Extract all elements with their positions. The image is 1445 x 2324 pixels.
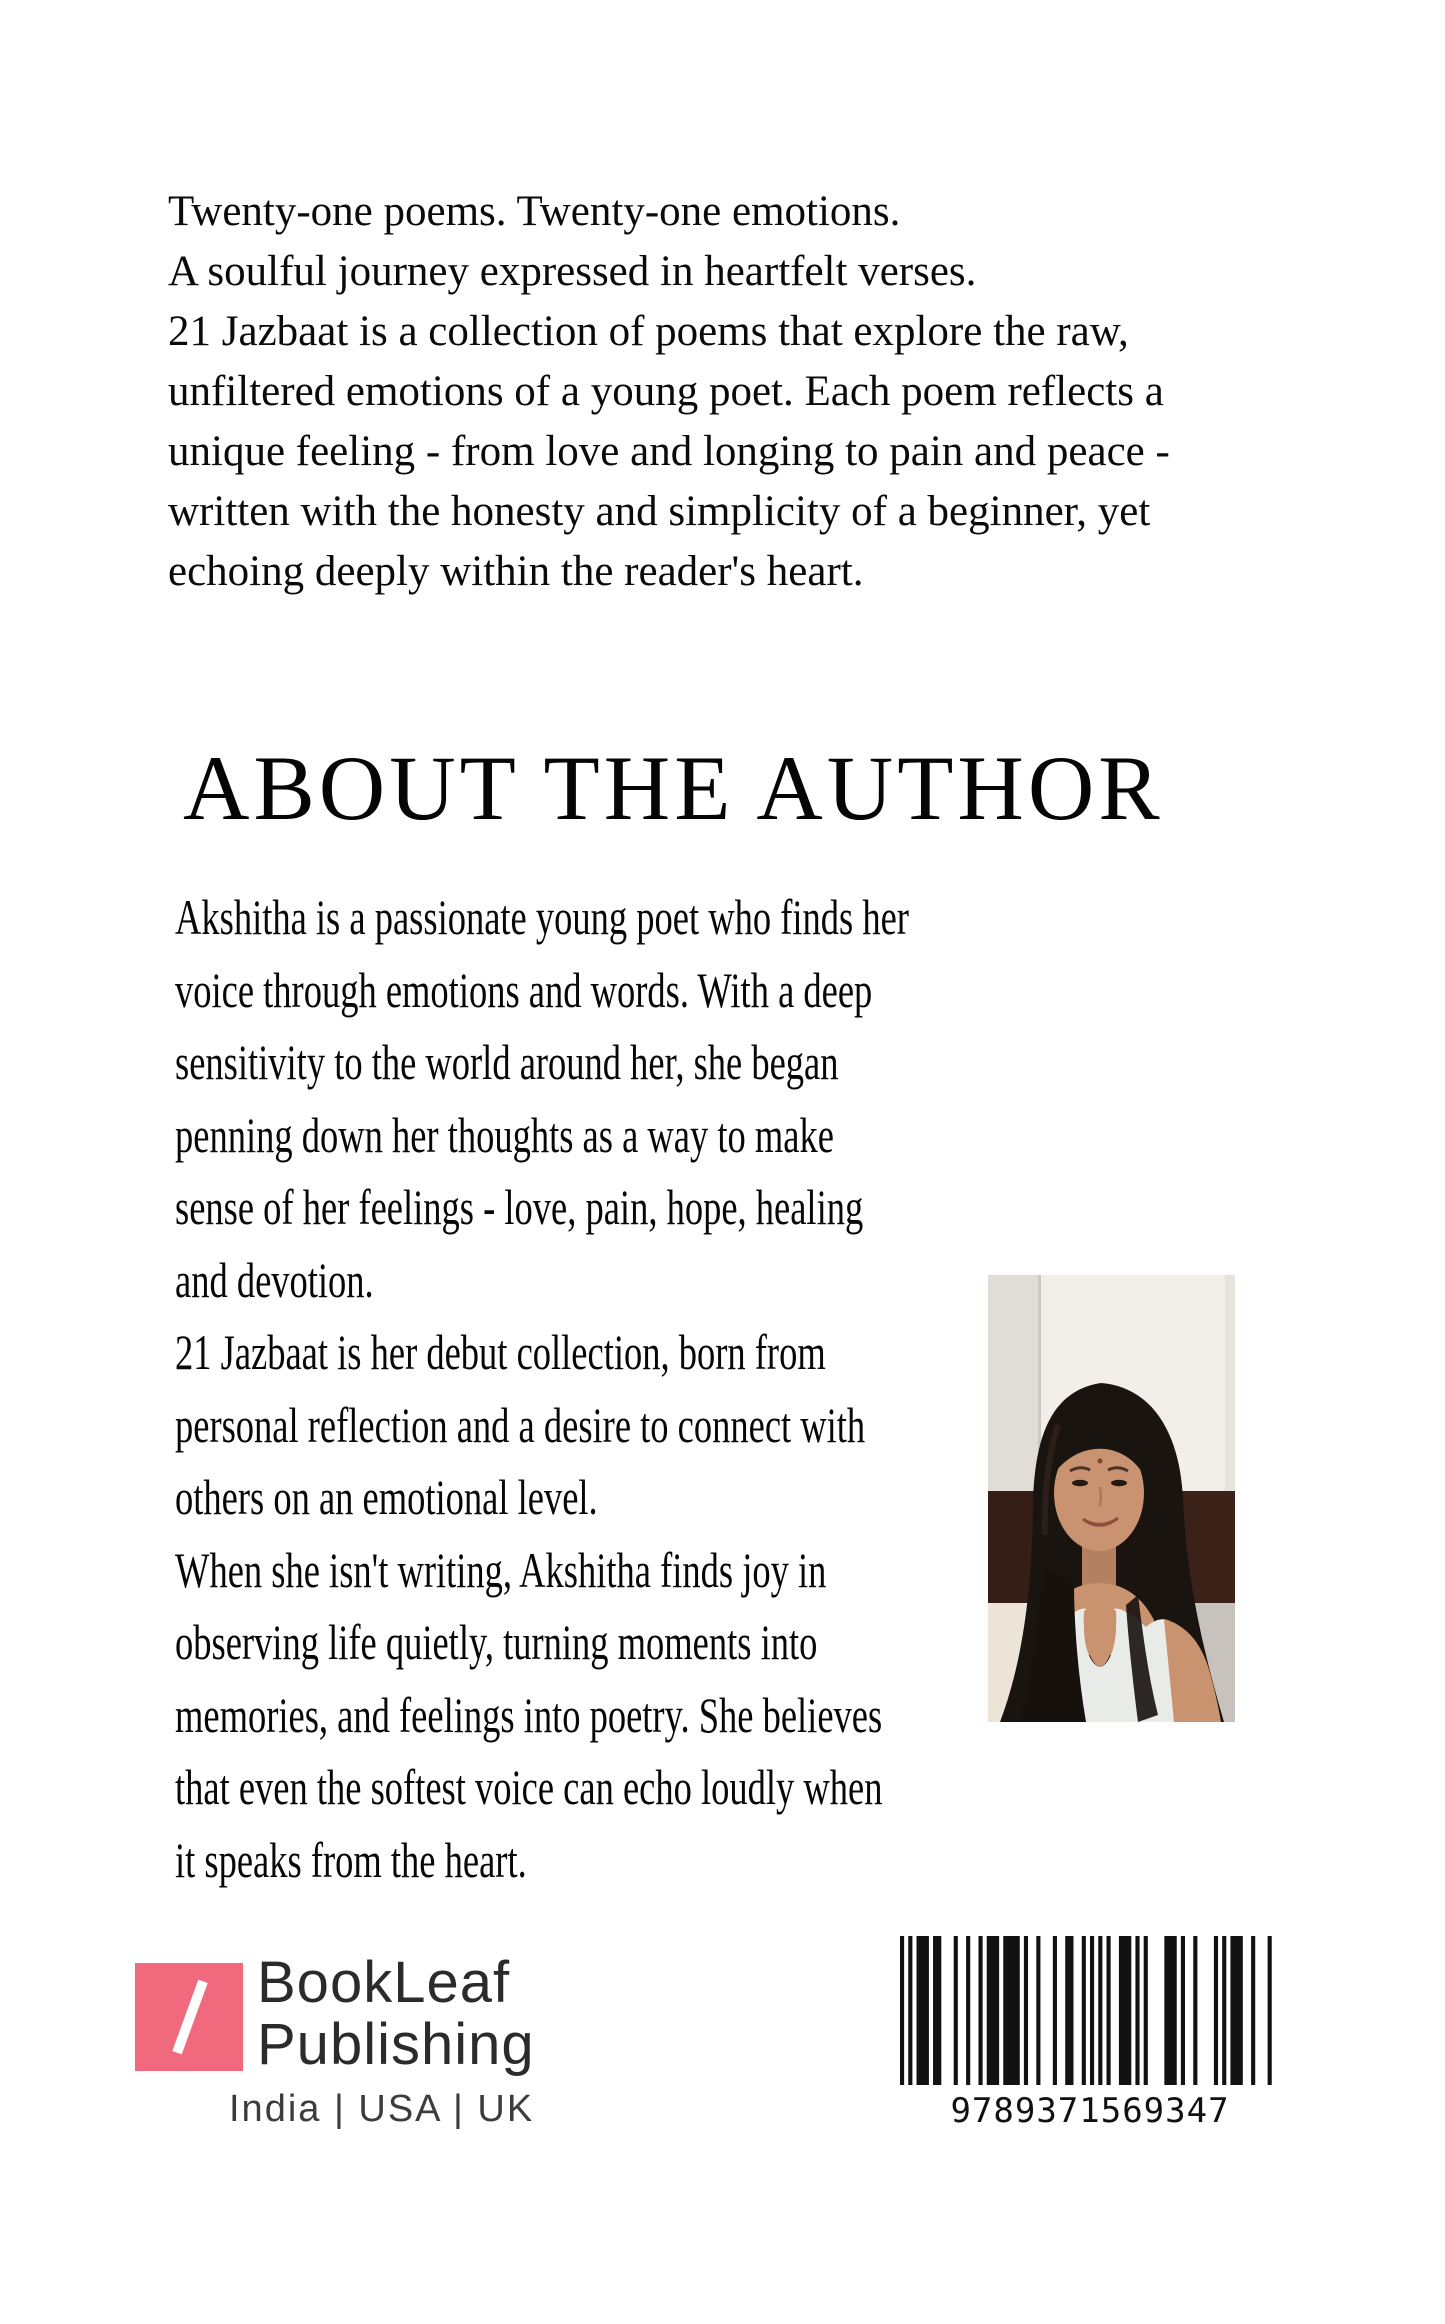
intro-line: A soulful journey expressed in heartfelt verses. <box>168 248 977 295</box>
bio-line: it speaks from the heart. <box>175 1831 527 1888</box>
bio-line: 21 Jazbaat is her debut collection, born from <box>175 1324 826 1380</box>
bio-line: memories, and feelings into poetry. She believes <box>175 1686 883 1743</box>
bio-line: sensitivity to the world around her, she began <box>175 1034 839 1090</box>
bio-line: that even the softest voice can echo loudly when <box>175 1759 883 1815</box>
intro-line: 21 Jazbaat is a collection of poems that explore the raw, <box>168 308 1129 355</box>
publisher-name <box>257 1952 535 2076</box>
intro-line: Twenty-one poems. Twenty-one emotions. <box>168 188 901 235</box>
publisher-name-line2: Publishing <box>257 2012 535 2077</box>
publisher-regions: India | USA | UK <box>229 2088 535 2130</box>
author-bio-paragraph <box>175 881 909 1896</box>
bio-line: sense of her feelings - love, pain, hope, healing <box>175 1179 864 1235</box>
bio-line: observing life quietly, turning moments into <box>175 1614 818 1670</box>
slash-icon <box>172 1980 207 2055</box>
publisher-logo-mark <box>135 1963 243 2071</box>
intro-line: echoing deeply within the reader's heart. <box>168 548 864 595</box>
intro-line: unique feeling - from love and longing to pain and peace - <box>168 428 1170 475</box>
about-the-author-heading: ABOUT THE AUTHOR <box>183 737 1164 839</box>
barcode <box>900 1936 1280 2131</box>
bio-line: When she isn't writing, Akshitha finds joy in <box>175 1541 827 1598</box>
barcode-number: 9789371569347 <box>950 2091 1230 2131</box>
barcode-bars <box>900 1936 1280 2085</box>
bio-line: Akshitha is a passionate young poet who finds her <box>175 889 909 945</box>
intro-line: written with the honesty and simplicity of a beginner, yet <box>168 488 1151 535</box>
bio-line: penning down her thoughts as a way to make <box>175 1106 834 1163</box>
intro-line: unfiltered emotions of a young poet. Each poem reflects a <box>168 368 1164 415</box>
publisher-name-line1: BookLeaf <box>257 1950 511 2015</box>
intro-paragraph <box>168 182 1170 602</box>
bio-line: voice through emotions and words. With a deep <box>175 961 873 1018</box>
author-photo <box>988 1275 1235 1722</box>
bio-line: personal reflection and a desire to connect with <box>175 1396 866 1453</box>
bio-line: others on an emotional level. <box>175 1469 598 1525</box>
bio-line: and devotion. <box>175 1251 374 1308</box>
